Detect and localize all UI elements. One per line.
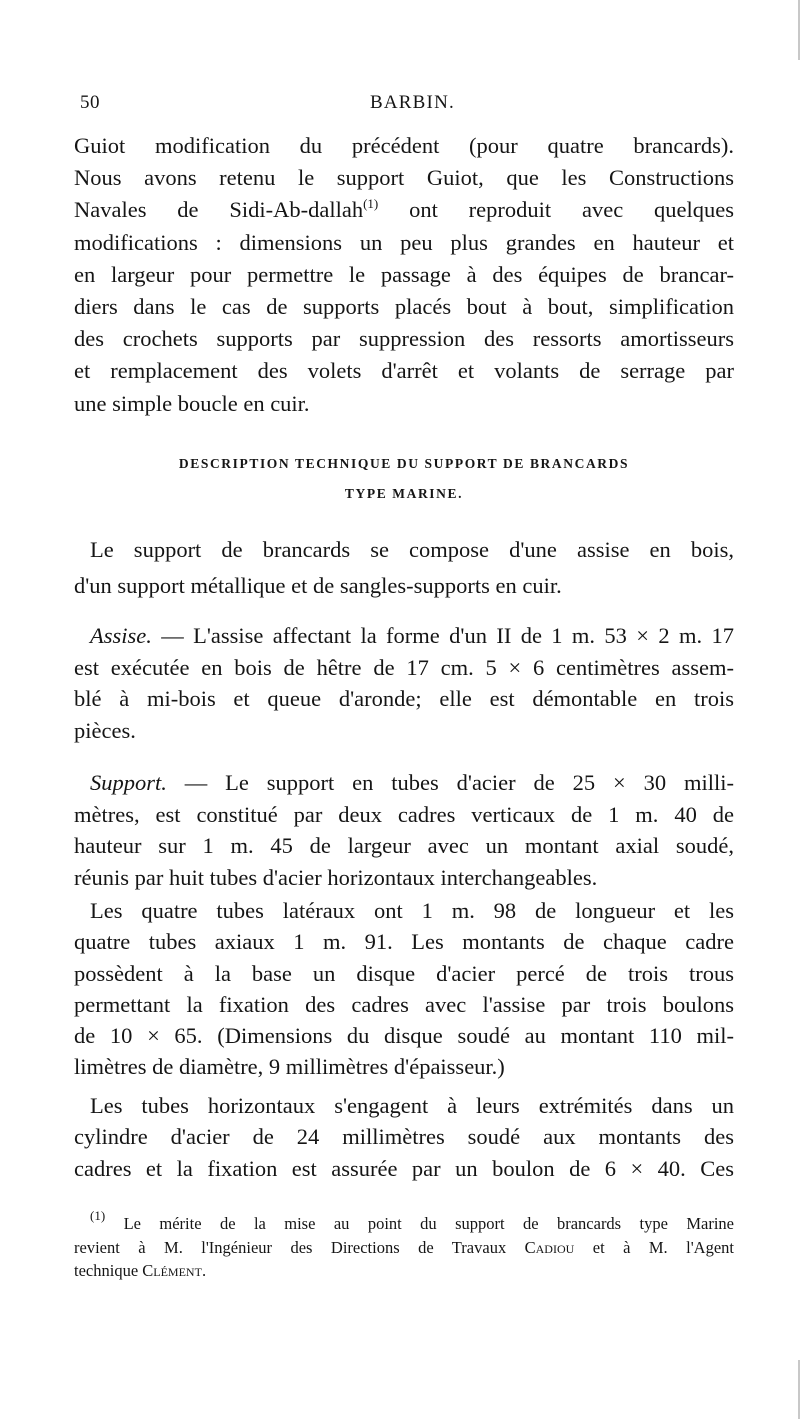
text-line: Les tubes horizontaux s'engagent à leurs extrémités dans un: [90, 1093, 734, 1118]
text-segment: — L'assise affectant la forme d'un II de 1 m. 53 × 2 m. 17: [151, 623, 734, 648]
text-line: et remplacement des volets d'arrêt et volants de serrage par: [74, 358, 734, 384]
footnote-line: [74, 1208, 734, 1236]
text-line: permettant la fixation des cadres avec l'assise par trois boulons: [74, 991, 734, 1017]
text-segment: et à M. l'Agent: [574, 1237, 734, 1257]
text-line: est exécutée en bois de hêtre de 17 cm. 5 × 6 centimètres assem-: [74, 654, 734, 680]
running-title: BARBIN.: [370, 92, 455, 113]
text-line: mètres, est constitué par deux cadres verticaux de 1 m. 40 de: [74, 801, 734, 827]
text-segment: ont reproduit avec quelques: [409, 197, 734, 223]
lead-in-support: Support.: [90, 770, 167, 795]
text-segment: Navales de Sidi-Ab-dallah: [74, 197, 364, 223]
text-line: modifications : dimensions un peu plus grandes en hauteur et: [74, 229, 734, 255]
person-name: Clément: [142, 1261, 202, 1280]
paragraph-horizontaux: [74, 1090, 734, 1184]
paragraph-composition: [74, 532, 734, 604]
lead-in-assise: Assise.: [90, 623, 152, 648]
paragraph-tubes: [74, 895, 734, 1083]
paragraph-assise: [74, 620, 734, 746]
footnote-line: [74, 1236, 734, 1260]
page-number: 50: [80, 92, 100, 113]
text-segment: revient à M. l'Ingénieur des Directions de Travaux: [74, 1237, 525, 1257]
text-line: de 10 × 65. (Dimensions du disque soudé au montant 110 mil-: [74, 1023, 734, 1049]
paragraph-support: [74, 767, 734, 893]
text-line: Le support de brancards se compose d'une assise en bois,: [90, 537, 734, 562]
text-segment: .: [201, 1261, 207, 1280]
footnote-line: [74, 1259, 734, 1283]
text-line: des crochets supports par suppression des ressorts amortisseurs: [74, 326, 734, 352]
person-name: Cadiou: [524, 1237, 575, 1257]
text-line: Les quatre tubes latéraux ont 1 m. 98 de longueur et les: [90, 898, 734, 923]
text-line: [74, 767, 734, 799]
footnote-marker: (1): [90, 1208, 106, 1223]
text-line: cadres et la fixation est assurée par un boulon de 6 × 40. Ces: [74, 1155, 734, 1181]
text-line: cylindre d'acier de 24 millimètres soudé aux montants des: [74, 1124, 734, 1150]
text-line: d'un support métallique et de sangles-supports en cuir.: [74, 573, 562, 598]
text-line: Guiot modification du précédent (pour quatre brancards).: [74, 133, 734, 158]
text-line: diers dans le cas de supports placés bout à bout, simplification: [74, 293, 734, 319]
text-line: possèdent à la base un disque d'acier percé de trois trous: [74, 960, 734, 986]
text-line: une simple boucle en cuir.: [74, 390, 310, 416]
text-line: hauteur sur 1 m. 45 de largeur avec un montant axial soudé,: [74, 833, 734, 858]
text-line: quatre tubes axiaux 1 m. 91. Les montants de chaque cadre: [74, 929, 734, 955]
text-segment: technique: [74, 1261, 143, 1280]
text-line: pièces.: [74, 717, 136, 743]
footnote: [74, 1208, 734, 1283]
footnote-reference[interactable]: (1): [363, 196, 379, 212]
text-line: blé à mi-bois et queue d'aronde; elle est démontable en trois: [74, 686, 734, 711]
text-segment: Le mérite de la mise au point du support de brancards type Marine: [105, 1214, 734, 1233]
section-subheading: TYPE MARINE.: [344, 486, 464, 501]
text-line: Nous avons retenu le support Guiot, que les Constructions: [74, 165, 734, 191]
text-line: réunis par huit tubes d'acier horizontaux interchangeables.: [74, 864, 598, 890]
text-line: [74, 620, 734, 652]
running-head: [80, 92, 730, 116]
text-line-with-footnote: [74, 194, 734, 226]
text-segment: — Le support en tubes d'acier de 25 × 30 milli-: [166, 770, 734, 795]
text-line: limètres de diamètre, 9 millimètres d'épaisseur.): [74, 1054, 505, 1080]
paragraph-guiot: [74, 130, 734, 420]
text-line: en largeur pour permettre le passage à des équipes de brancar-: [74, 261, 734, 287]
section-heading: DESCRIPTION TECHNIQUE DU SUPPORT DE BRANCARDS: [178, 456, 630, 471]
